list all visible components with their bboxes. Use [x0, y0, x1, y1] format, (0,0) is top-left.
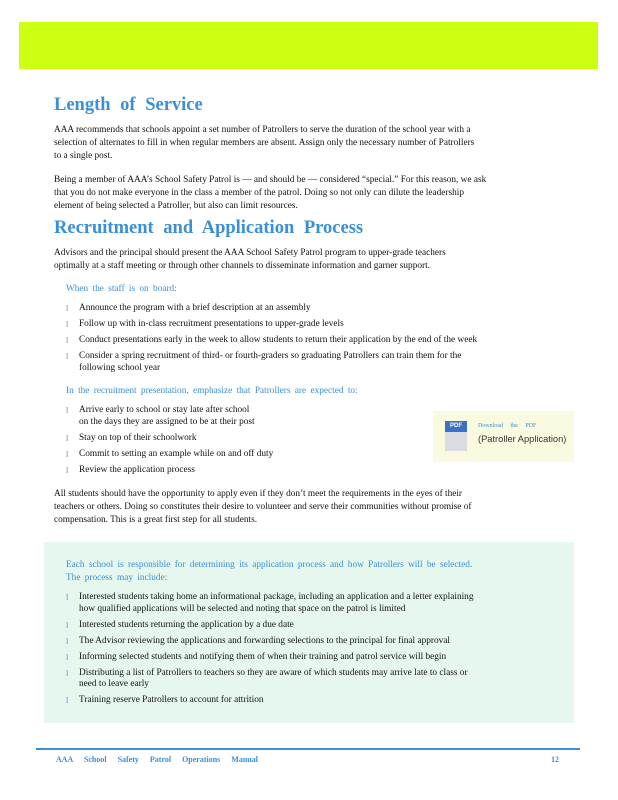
paragraph-length-1 [54, 124, 548, 163]
text-line: following school year [79, 362, 161, 373]
text-line: on the days they are assigned to be at their post [79, 416, 255, 427]
bullet-icon: l [66, 696, 69, 705]
list-item [66, 652, 473, 664]
text-line: Commit to setting an example while on and off duty [79, 448, 274, 459]
text-line: compensation. This is a great first step for all students. [54, 515, 258, 525]
text-line: Conduct presentations early in the week to allow students to return their application by the end of the week [79, 335, 478, 345]
list-item [66, 636, 473, 648]
bullet-icon: l [66, 304, 69, 313]
list-item [66, 351, 477, 374]
list-item [66, 335, 477, 347]
text-line: Review the application process [79, 464, 195, 475]
paragraph-recruitment-intro [54, 247, 548, 273]
list-item [66, 433, 273, 445]
bullet-icon: l [66, 336, 69, 345]
list-item [66, 620, 473, 632]
bullet-icon: l [66, 636, 69, 646]
bullet-icon: l [66, 406, 69, 415]
text-line: Training reserve Patrollers to account for attrition [79, 695, 264, 705]
text-line: that you do not make everyone in the class a member of the patrol. Doing so not only can dilute the leadership [54, 188, 464, 198]
list-item [66, 465, 273, 477]
text-line: element of being selected a Patroller, but also can limit resources. [54, 201, 298, 211]
bullet-icon: l [66, 449, 69, 459]
text-line: teachers or others. Doing so constitutes their desire to volunteer and serve their communities without promise of [54, 502, 472, 512]
list-item [66, 303, 477, 315]
list-item [66, 405, 273, 428]
page-number: 12 [551, 755, 559, 764]
callout-intro [66, 559, 472, 585]
download-pdf-link[interactable]: Download the PDF [478, 423, 537, 429]
list-item [66, 695, 473, 707]
pdf-file-name[interactable]: (Patroller Application) [478, 434, 567, 444]
text-line: Announce the program with a brief description at an assembly [79, 303, 311, 313]
text-line: Each school is responsible for determining its application process and how Patrollers will be selected. [66, 560, 473, 570]
text-line: AAA recommends that schools appoint a set number of Patrollers to serve the duration of the school year with a [54, 125, 471, 135]
list-application-process [66, 592, 473, 711]
footer-divider [36, 748, 580, 750]
paragraph-length-2 [54, 174, 548, 213]
text-line: selection of alternates to fill in when regular members are absent. Assign only the necessary number of Patrollers [54, 138, 475, 148]
subheading-recruitment-presentation: In the recruitment presentation, emphasize that Patrollers are expected to: [66, 386, 358, 396]
heading-recruitment: Recruitment and Application Process [54, 218, 364, 238]
list-item [66, 449, 273, 461]
text-line: Follow up with in-class recruitment presentations to upper-grade levels [79, 319, 344, 329]
text-line: Advisors and the principal should present the AAA School Safety Patrol program to upper-grade teachers [54, 248, 446, 258]
list-item [66, 668, 473, 691]
text-line: Arrive early to school or stay late after school [79, 405, 250, 415]
header-banner [19, 22, 598, 69]
text-line: Being a member of AAA’s School Safety Patrol is — and should be — considered “special.” For this reason, we ask [54, 175, 487, 185]
text-line: to a single post. [54, 151, 113, 161]
list-staff-actions [66, 303, 477, 379]
list-patroller-expectations [66, 405, 273, 481]
bullet-icon: l [66, 593, 69, 602]
list-item [66, 319, 477, 331]
text-line: optimally at a staff meeting or through other channels to disseminate information and garner support. [54, 261, 430, 271]
bullet-icon: l [66, 465, 69, 475]
list-item [66, 592, 473, 615]
bullet-icon: l [66, 320, 69, 329]
text-line: Interested students returning the application by a due date [79, 619, 294, 630]
text-line: how qualified applications will be selected and noting that space on the patrol is limited [79, 603, 406, 614]
pdf-file-icon[interactable] [445, 421, 467, 451]
text-line: All students should have the opportunity to apply even if they don’t meet the requirements in the eyes of their [54, 489, 463, 499]
bullet-icon: l [66, 668, 69, 678]
subheading-staff-on-board: When the staff is on board: [66, 284, 177, 294]
text-line: Informing selected students and notifying them of when their training and patrol service will begin [79, 651, 447, 662]
heading-length-of-service: Length of Service [54, 95, 203, 115]
footer-title: AAA School Safety Patrol Operations Manual [56, 755, 258, 764]
bullet-icon: l [66, 652, 69, 662]
bullet-icon: l [66, 352, 69, 361]
text-line: The process may include: [66, 573, 168, 583]
text-line: The Advisor reviewing the applications and forwarding selections to the principal for final approval [79, 635, 450, 646]
bullet-icon: l [66, 620, 69, 630]
text-line: Stay on top of their schoolwork [79, 432, 197, 443]
text-line: Interested students taking home an informational package, including an application and a letter explaining [79, 592, 474, 602]
text-line: Distributing a list of Patrollers to teachers so they are aware of which students may arrive late to class or [79, 667, 468, 678]
pdf-icon-label: PDF [445, 421, 467, 432]
paragraph-recruitment-closing [54, 488, 548, 527]
bullet-icon: l [66, 433, 69, 443]
text-line: need to leave early [79, 679, 149, 689]
text-line: Consider a spring recruitment of third- or fourth-graders so graduating Patrollers can train them for the [79, 351, 462, 361]
download-pdf-box[interactable] [433, 411, 574, 462]
